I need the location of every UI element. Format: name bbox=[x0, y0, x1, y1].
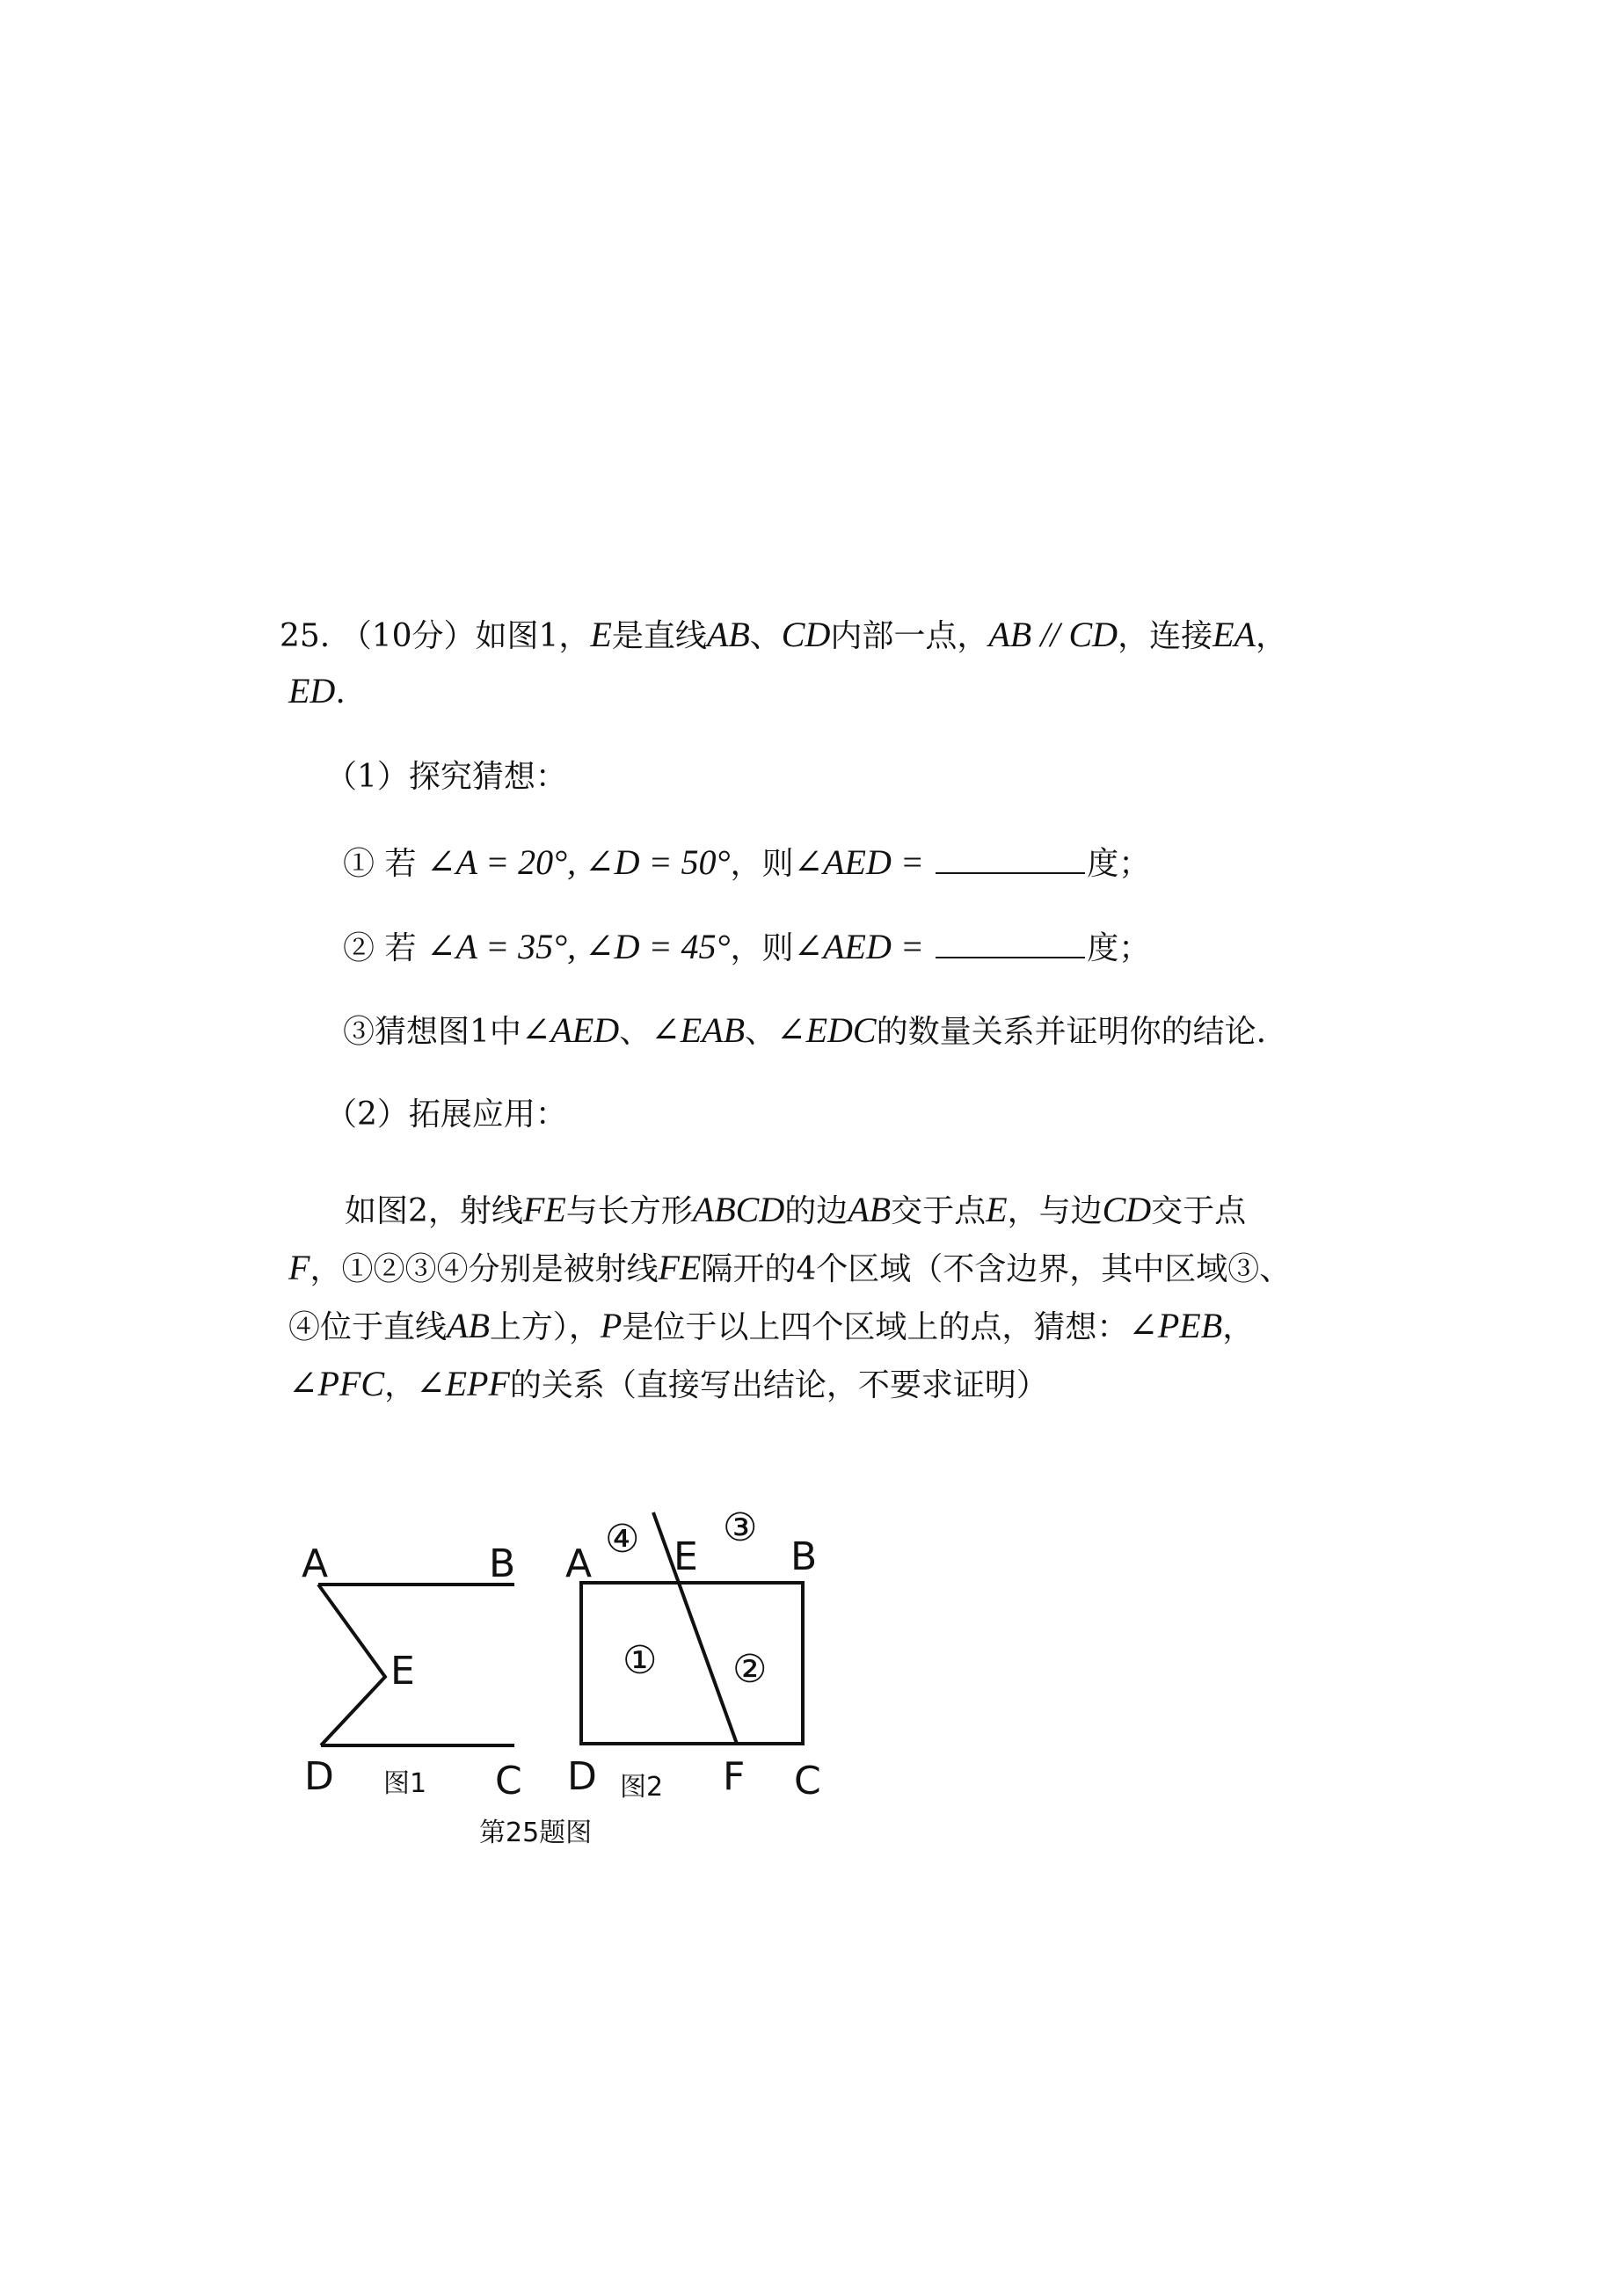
p2-text: 交于点 bbox=[891, 1193, 987, 1229]
part2-heading: （2）拓展应用： bbox=[325, 1096, 567, 1133]
fig2-region-4: ④ bbox=[605, 1517, 640, 1562]
math-angle: ∠EPF bbox=[416, 1364, 510, 1403]
math-FE: FE bbox=[658, 1248, 702, 1287]
math-CD: CD bbox=[781, 615, 831, 654]
math-CD: CD bbox=[1068, 615, 1118, 654]
fig2-region-2: ② bbox=[732, 1647, 768, 1692]
item-text: 若 bbox=[384, 930, 417, 966]
p2-text: 是位于以上四个区域上的点，猜想： bbox=[622, 1309, 1129, 1345]
intro-text: . bbox=[335, 674, 346, 710]
intro-text: 内部一点， bbox=[830, 618, 989, 654]
p2-text: ④位于直线 bbox=[288, 1309, 448, 1345]
intro-text: ，连接 bbox=[1118, 618, 1213, 654]
math-ED: ED bbox=[288, 671, 336, 710]
item-text: 、 bbox=[745, 1014, 777, 1050]
math-AB: AB bbox=[848, 1190, 892, 1229]
math-F: F bbox=[288, 1248, 310, 1287]
fig2-label-f: F bbox=[723, 1754, 746, 1799]
item-marker: ② bbox=[343, 930, 375, 966]
figure1 bbox=[318, 1585, 514, 1745]
fig2-label-d: D bbox=[567, 1754, 597, 1799]
figure1-labels bbox=[302, 1541, 522, 1803]
intro-text: ， bbox=[1255, 618, 1287, 654]
question-score: （10分） bbox=[339, 618, 476, 654]
fig2-label-e: E bbox=[674, 1534, 698, 1579]
math-ABCD: ABCD bbox=[692, 1190, 785, 1229]
figure2-labels bbox=[565, 1505, 821, 1803]
fig2-region-1: ① bbox=[623, 1638, 658, 1683]
p2-text: 的关系（直接写出结论，不要求证明） bbox=[509, 1367, 1048, 1403]
math-target: ∠AED = bbox=[793, 842, 924, 882]
intro-text: 、 bbox=[749, 618, 782, 654]
item-text: 若 bbox=[384, 846, 417, 882]
item-text: 、 bbox=[619, 1014, 652, 1050]
p2-text: 的边 bbox=[784, 1193, 848, 1229]
math-parallel: // bbox=[1031, 615, 1069, 654]
fig1-label-b: B bbox=[489, 1541, 516, 1586]
p2-text: 如图2，射线 bbox=[345, 1193, 523, 1229]
math-AB: AB bbox=[447, 1306, 490, 1345]
math-angle: ∠AED bbox=[521, 1010, 620, 1050]
figure1-caption: 图1 bbox=[383, 1768, 427, 1799]
item-marker: ① bbox=[343, 846, 375, 882]
p2-text: ， bbox=[1222, 1309, 1255, 1345]
fig1-polyline-aed bbox=[318, 1585, 385, 1745]
math-angle: ∠EAB bbox=[651, 1010, 746, 1050]
math-E: E bbox=[590, 615, 612, 654]
fig1-label-e: E bbox=[390, 1649, 415, 1694]
math-EA: EA bbox=[1213, 615, 1256, 654]
p2-text: 与长方形 bbox=[565, 1193, 693, 1229]
item-text: ，则 bbox=[730, 846, 794, 882]
item-text: ③猜想图1中 bbox=[343, 1014, 521, 1050]
intro-text: 如图1， bbox=[475, 618, 591, 654]
p2-text: ， bbox=[384, 1367, 417, 1403]
item-unit: 度； bbox=[1087, 930, 1151, 966]
fig1-label-d: D bbox=[304, 1754, 334, 1799]
fig1-label-c: C bbox=[495, 1759, 522, 1803]
p2-text: ，与边 bbox=[1007, 1193, 1103, 1229]
math-E: E bbox=[986, 1190, 1008, 1229]
math-CD: CD bbox=[1102, 1190, 1152, 1229]
question-number: 25. bbox=[280, 618, 331, 654]
part1-heading: （1）探究猜想： bbox=[325, 759, 567, 795]
fig2-rectangle-abcd bbox=[581, 1583, 803, 1744]
p2-text: 交于点 bbox=[1151, 1193, 1247, 1229]
fig2-label-c: C bbox=[794, 1759, 821, 1803]
fig1-label-a: A bbox=[302, 1541, 329, 1586]
fig2-label-b: B bbox=[790, 1534, 818, 1579]
math-P: P bbox=[600, 1306, 623, 1345]
item-text: 的数量关系并证明你的结论. bbox=[876, 1014, 1267, 1050]
math-expr: ∠A = 35°, ∠D = 45° bbox=[426, 927, 731, 966]
intro-text: 是直线 bbox=[611, 618, 707, 654]
figure-caption: 第25题图 bbox=[479, 1818, 593, 1848]
math-AB: AB bbox=[706, 615, 750, 654]
math-angle: ∠PEB bbox=[1128, 1306, 1223, 1345]
p2-text: 隔开的4个区域（不含边界，其中区域③、 bbox=[701, 1251, 1292, 1287]
math-FE: FE bbox=[522, 1190, 566, 1229]
math-angle: ∠PFC bbox=[288, 1364, 385, 1403]
math-target: ∠AED = bbox=[793, 927, 924, 966]
item-unit: 度； bbox=[1087, 846, 1151, 882]
math-AB: AB bbox=[988, 615, 1032, 654]
math-expr: ∠A = 20°, ∠D = 50° bbox=[426, 842, 731, 882]
p2-text: 上方）， bbox=[489, 1309, 601, 1345]
figure2-caption: 图2 bbox=[620, 1772, 664, 1803]
fig2-region-3: ③ bbox=[723, 1505, 758, 1550]
math-angle: ∠EDC bbox=[776, 1010, 877, 1050]
p2-text: ，①②③④分别是被射线 bbox=[310, 1251, 659, 1287]
item-text: ，则 bbox=[730, 930, 794, 966]
fig2-label-a: A bbox=[565, 1541, 593, 1586]
